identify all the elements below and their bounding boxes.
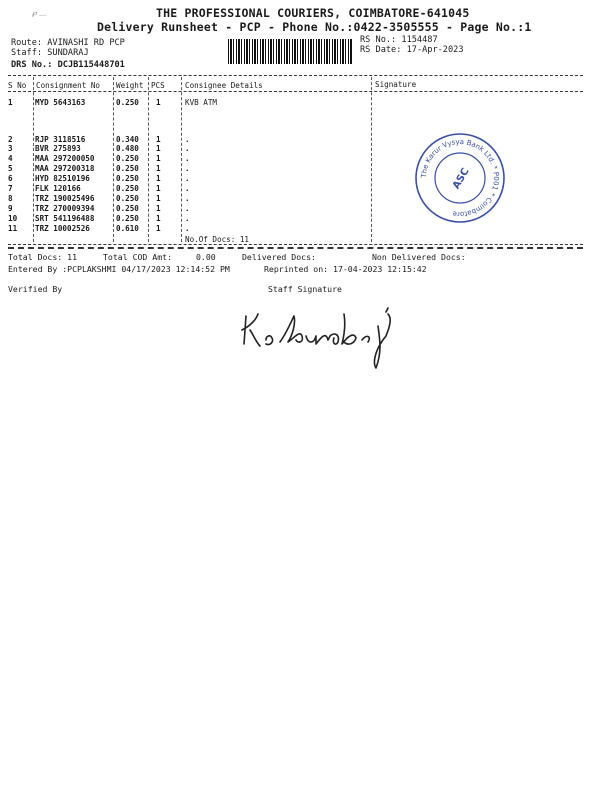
document-subtitle: Delivery Runsheet - PCP - Phone No.:0422-3505555 - Page No.:1 [97,20,532,34]
stamp-center-text: ASC [450,166,472,192]
row-1-consignment: MYD 5643163 [35,98,86,107]
row-weight: 0.250 [116,164,139,173]
reprinted-on: Reprinted on: 17-04-2023 12:15:42 [264,264,427,274]
non-delivered-docs: Non Delivered Docs: [372,252,466,262]
row-consignment: RJP 3118516 [35,135,86,144]
route-label: Route: [11,38,43,48]
drs-value: DCJB115448701 [57,60,125,70]
row-consignee: . [185,164,190,173]
row-sno: 8 [8,194,13,203]
stamp-ring-text: The Karur Vysya Bank Ltd. * P001 * Coimbatore [419,137,501,219]
row-consignee: . [185,135,190,144]
row-consignment: MAA 297200050 [35,154,95,163]
row-consignee: . [185,144,190,153]
row-weight: 0.610 [116,224,139,233]
entered-by: Entered By :PCPLAKSHMI 04/17/2023 12:14:52 PM [8,264,230,274]
row-consignee: . [185,194,190,203]
rs-no-value: 1154487 [401,35,438,45]
drs-label: DRS No.: [11,60,53,70]
row-weight: 0.250 [116,154,139,163]
route-line [11,38,125,48]
row-consignee: . [185,154,190,163]
col-divider [371,77,372,242]
row-sno: 2 [8,135,13,144]
col-signature: Signature [375,80,417,89]
row-pcs: 1 [156,154,161,163]
row-weight: 0.250 [116,174,139,183]
rs-date-line [360,45,464,55]
row-consignment: FLK 120166 [35,184,81,193]
row-1-weight: 0.250 [116,98,139,107]
staff-signature-label: Staff Signature [268,284,342,294]
table-top-rule [8,75,583,76]
row-consignment: TRZ 270009394 [35,204,95,213]
row-consignment: TRZ 10002526 [35,224,90,233]
row-sno: 11 [8,224,18,233]
row-pcs: 1 [156,174,161,183]
row-pcs: 1 [156,135,161,144]
verified-by: Verified By [8,284,63,294]
row-weight: 0.340 [116,135,139,144]
rs-date-label: RS Date: [360,45,402,55]
total-cod-label: Total COD Amt: [103,252,173,262]
row-sno: 7 [8,184,13,193]
row-pcs: 1 [156,214,161,223]
col-sno: S No [8,81,27,90]
row-weight: 0.250 [116,204,139,213]
row-pcs: 1 [156,204,161,213]
row-sno: 3 [8,144,13,153]
row-consignment: MAA 297200318 [35,164,95,173]
row-sno: 10 [8,214,18,223]
barcode [228,39,353,64]
delivered-docs: Delivered Docs: [242,252,316,262]
total-docs: Total Docs: 11 [8,252,78,262]
rs-date-value: 17-Apr-2023 [406,45,464,55]
margin-scribble: ℘ ﹏ [32,9,47,17]
row-pcs: 1 [156,164,161,173]
route-value: AVINASHI RD PCP [47,38,125,48]
row-consignee: . [185,214,190,223]
row-pcs: 1 [156,144,161,153]
staff-label: Staff: [11,48,43,58]
document-title: THE PROFESSIONAL COURIERS, COIMBATORE-641045 [156,6,470,20]
col-weight: Weight [116,81,144,90]
rs-no-label: RS No.: [360,35,397,45]
col-consignee: Consignee Details [185,81,263,90]
row-sno: 4 [8,154,13,163]
row-sno: 9 [8,204,13,213]
row-consignee: . [185,204,190,213]
row-1-sno: 1 [8,98,13,107]
row-1-consignee: KVB ATM [185,98,218,107]
col-divider [148,77,149,242]
staff-signature-drawing [236,296,406,376]
col-divider [113,77,114,242]
row-sno: 5 [8,164,13,173]
drs-line [11,60,125,70]
row-sno: 6 [8,174,13,183]
row-weight: 0.250 [116,194,139,203]
rs-no-line [360,35,438,45]
table-bottom-rule [8,244,583,245]
row-pcs: 1 [156,224,161,233]
total-cod-value: 0.00 [196,252,216,262]
row-weight: 0.480 [116,144,139,153]
row-consignment: SRT 541196488 [35,214,95,223]
row-consignment: TRZ 190025496 [35,194,95,203]
staff-line [11,48,89,58]
row-weight: 0.250 [116,184,139,193]
no-of-docs: No.Of Docs: 11 [185,235,250,244]
col-pcs: PCS [151,81,165,90]
col-divider [181,77,182,242]
row-consignee: . [185,174,190,183]
table-bottom-double-rule [8,247,583,249]
table-header-rule [8,91,583,92]
row-pcs: 1 [156,184,161,193]
row-consignee: . [185,224,190,233]
staff-value: SUNDARAJ [47,48,89,58]
row-1-pcs: 1 [156,98,161,107]
row-pcs: 1 [156,194,161,203]
row-weight: 0.250 [116,214,139,223]
row-consignment: HYD 82510196 [35,174,90,183]
col-divider [33,77,34,242]
bank-stamp [412,130,508,226]
col-consignment: Consignment No [36,81,101,90]
row-consignment: BVR 275893 [35,144,81,153]
row-consignee: . [185,184,190,193]
